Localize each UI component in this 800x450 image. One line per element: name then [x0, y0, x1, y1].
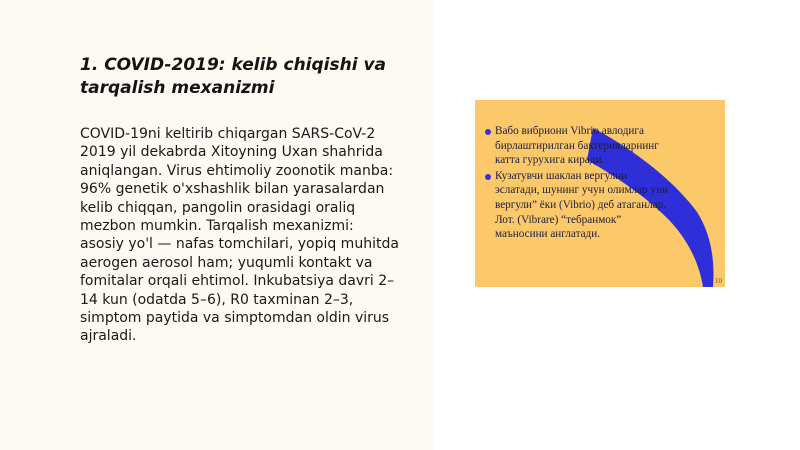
image-bullet-item: [485, 124, 715, 168]
bullet-dot-icon: [485, 174, 491, 180]
image-text-block: [485, 124, 715, 243]
image-slide-number: 10: [715, 277, 722, 285]
slide-title: 1. COVID-2019: kelib chiqishi va tarqalish mexanizmi: [80, 55, 387, 98]
image-bullet-text: Вабо вибриони Vibrio авлодига бирлаштирилган бактерияларнинг катта гурухига киради.: [495, 125, 659, 167]
slide-body-text: COVID-19ni keltirib chiqargan SARS-CoV-2 2019 yil dekabrda Xitoyning Uxan shahrida aniqlangan. Virus ehtimoliy zoonotik manba: 96% genetik o'xshashlik bilan yarasalardan kelib chiqqan, pangolin orasidagi oraliq mezbon mumkin. Tarqalish mexanizmi: asosiy yo'l — nafas tomchilari, yopiq muhitda aerogen aerosol ham; yuqumli kontakt va fomitalar orqali ehtimol. Inkubatsiya davri 2– 14 kun (odatda 5–6), R0 taxminan 2–3, simptom paytida va simptomdan oldin virus ajraladi.: [80, 126, 399, 345]
bullet-dot-icon: [485, 129, 491, 135]
image-bullet-text: Кузатувчи шаклан вергулни эслатади, шунинг учун олимлар уни вергули” ёки (Vibrio) деб атаганлар. Лот. (Vibrare) “тебранмок” маъносини англатади.: [495, 169, 669, 241]
embedded-slide-image: [475, 100, 725, 287]
image-bullet-item: [485, 169, 715, 242]
